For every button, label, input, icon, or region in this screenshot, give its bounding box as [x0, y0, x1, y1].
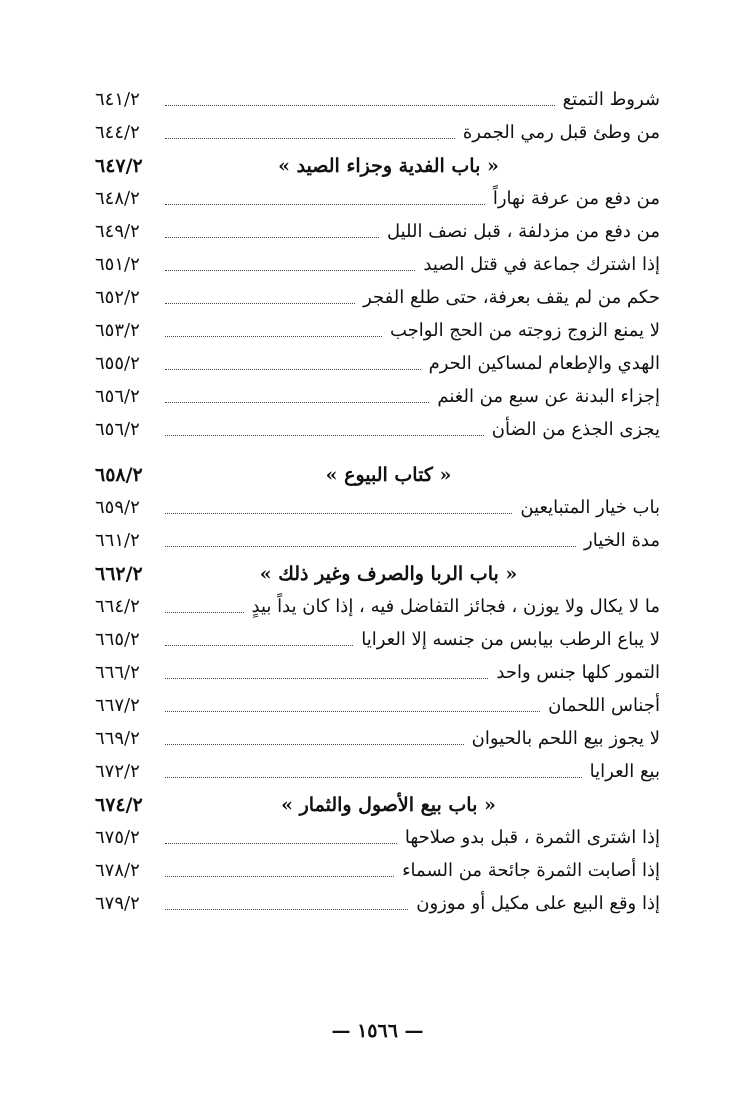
toc-entry: [95, 315, 660, 348]
dot-leader: [165, 678, 488, 679]
entry-page: ٦٤٩/٢: [95, 221, 140, 242]
entry-title: التمور كلها جنس واحد: [496, 662, 660, 683]
section-heading: [95, 150, 660, 183]
entry-page: ٦٧٩/٢: [95, 893, 140, 914]
entry-page: ٦٦٢/٢: [95, 563, 143, 585]
entry-title: أجناس اللحمان: [548, 695, 660, 716]
toc-entry: [95, 414, 660, 447]
entry-page: ٦٦١/٢: [95, 530, 140, 551]
entry-page: ٦٧٨/٢: [95, 860, 140, 881]
entry-page: ٦٦٧/٢: [95, 695, 140, 716]
dot-leader: [165, 744, 464, 745]
dot-leader: [165, 204, 485, 205]
entry-page: ٦٦٦/٢: [95, 662, 140, 683]
entry-page: ٦٥٦/٢: [95, 386, 140, 407]
entry-page: ٦٥٣/٢: [95, 320, 140, 341]
dot-leader: [165, 402, 429, 403]
entry-page: ٦٧٢/٢: [95, 761, 140, 782]
entry-page: ٦٦٥/٢: [95, 629, 140, 650]
entry-page: ٦٤٨/٢: [95, 188, 140, 209]
entry-title: حكم من لم يقف بعرفة، حتى طلع الفجر: [363, 287, 660, 308]
dot-leader: [165, 303, 355, 304]
dot-leader: [165, 843, 397, 844]
dot-leader: [165, 546, 576, 547]
dot-leader: [165, 369, 421, 370]
dot-leader: [165, 711, 540, 712]
dot-leader: [165, 270, 415, 271]
entry-title: من دفع من مزدلفة ، قبل نصف الليل: [386, 221, 660, 242]
dot-leader: [165, 336, 382, 337]
dot-leader: [165, 909, 408, 910]
entry-title: إذا اشترك جماعة في قتل الصيد: [423, 254, 660, 275]
entry-title: شروط التمتع: [562, 89, 660, 110]
dot-leader: [165, 612, 244, 613]
entry-title: ما لا يكال ولا يوزن ، فجائز التفاضل فيه ، إذا كان يداً بيدٍ: [251, 596, 660, 617]
toc-entry: [95, 249, 660, 282]
dot-leader: [165, 513, 512, 514]
toc-entry: [95, 624, 660, 657]
toc-entry: [95, 888, 660, 921]
entry-page: ٦٥٨/٢: [95, 464, 143, 486]
dot-leader: [165, 777, 582, 778]
toc-entry: [95, 381, 660, 414]
entry-page: ٦٦٩/٢: [95, 728, 140, 749]
toc-entry: [95, 756, 660, 789]
toc-entry: [95, 723, 660, 756]
dot-leader: [165, 138, 455, 139]
dot-leader: [165, 876, 394, 877]
toc-entry: [95, 492, 660, 525]
dot-leader: [165, 435, 484, 436]
dot-leader: [165, 105, 555, 106]
entry-title: الهدي والإطعام لمساكين الحرم: [428, 353, 660, 374]
entry-title: لا يجوز بيع اللحم بالحيوان: [471, 728, 660, 749]
entry-title: إجزاء البدنة عن سبع من الغنم: [437, 386, 660, 407]
heading-title: « باب بيع الأصول والثمار »: [281, 794, 496, 816]
entry-page: ٦٥٦/٢: [95, 419, 140, 440]
heading-title: « كتاب البيوع »: [325, 464, 452, 486]
toc-entry: [95, 183, 660, 216]
toc-entry: [95, 282, 660, 315]
entry-page: ٦٥٥/٢: [95, 353, 140, 374]
heading-title: « باب الربا والصرف وغير ذلك »: [259, 563, 518, 585]
entry-title: يجزى الجذع من الضأن: [491, 419, 660, 440]
table-of-contents: [95, 84, 660, 921]
toc-entry: [95, 117, 660, 150]
entry-page: ٦٥١/٢: [95, 254, 140, 275]
entry-page: ٦٤٤/٢: [95, 122, 140, 143]
toc-entry: [95, 657, 660, 690]
dot-leader: [165, 645, 353, 646]
section-heading: [95, 558, 660, 591]
toc-entry: [95, 84, 660, 117]
dot-leader: [165, 237, 379, 238]
page-number: — ١٥٦٦ —: [331, 1020, 424, 1042]
entry-title: إذا اشترى الثمرة ، قبل بدو صلاحها: [404, 827, 660, 848]
entry-title: لا يمنع الزوج زوجته من الحج الواجب: [390, 320, 660, 341]
toc-entry: [95, 216, 660, 249]
entry-title: لا يباع الرطب بيابس من جنسه إلا العرايا: [361, 629, 660, 650]
entry-title: إذا أصابت الثمرة جائحة من السماء: [402, 860, 660, 881]
entry-page: ٦٤١/٢: [95, 89, 140, 110]
toc-entry: [95, 855, 660, 888]
entry-page: ٦٧٤/٢: [95, 794, 143, 816]
entry-title: إذا وقع البيع على مكيل أو موزون: [416, 893, 660, 914]
entry-page: ٦٧٥/٢: [95, 827, 140, 848]
entry-page: ٦٥٢/٢: [95, 287, 140, 308]
toc-entry: [95, 591, 660, 624]
entry-title: من دفع من عرفة نهاراً: [492, 188, 660, 209]
section-heading: [95, 789, 660, 822]
entry-title: باب خيار المتبايعين: [520, 497, 660, 518]
entry-page: ٦٥٩/٢: [95, 497, 140, 518]
entry-page: ٦٦٤/٢: [95, 596, 140, 617]
entry-title: بيع العرايا: [589, 761, 660, 782]
toc-entry: [95, 525, 660, 558]
toc-entry: [95, 690, 660, 723]
entry-title: مدة الخيار: [584, 530, 660, 551]
toc-entry: [95, 822, 660, 855]
heading-title: « باب الفدية وجزاء الصيد »: [278, 155, 499, 177]
toc-entry: [95, 348, 660, 381]
entry-title: من وطئ قبل رمي الجمرة: [462, 122, 660, 143]
entry-page: ٦٤٧/٢: [95, 155, 143, 177]
section-heading: [95, 459, 660, 492]
